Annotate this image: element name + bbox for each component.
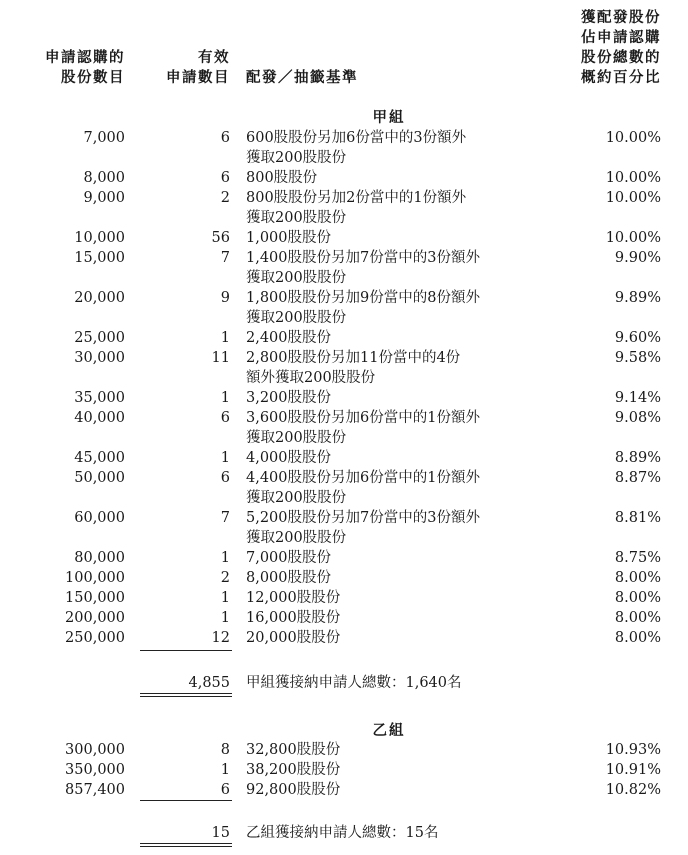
shares-applied-cell: 40,000	[74, 410, 125, 426]
allotment-basis-cell: 800股股份另加2份當中的1份額外 獲取200股股份	[246, 190, 467, 226]
table-row	[0, 608, 688, 628]
valid-applications-cell: 9	[220, 290, 230, 306]
allotment-percentage-cell: 9.90%	[614, 250, 661, 266]
table-row	[0, 448, 688, 468]
table-row	[0, 168, 688, 188]
shares-applied-cell: 8,000	[83, 170, 125, 186]
shares-applied-cell: 35,000	[74, 390, 125, 406]
allotment-percentage-cell: 9.08%	[614, 410, 661, 426]
shares-applied-cell: 9,000	[83, 190, 125, 206]
table-row	[0, 248, 688, 288]
table-row	[0, 328, 688, 348]
group-b-subtotal-rule	[140, 800, 232, 801]
shares-applied-cell: 200,000	[65, 610, 125, 626]
group-a-subtotal-rule	[140, 650, 232, 651]
valid-applications-cell: 1	[220, 762, 230, 778]
shares-applied-cell: 45,000	[74, 450, 125, 466]
valid-applications-cell: 11	[211, 350, 230, 366]
allotment-percentage-cell: 10.00%	[605, 170, 661, 186]
valid-applications-cell: 6	[220, 130, 230, 146]
table-row	[0, 588, 688, 608]
group-b-rows	[0, 740, 688, 800]
valid-applications-cell: 1	[220, 450, 230, 466]
table-row	[0, 468, 688, 508]
allotment-basis-cell: 38,200股股份	[246, 762, 341, 778]
allotment-basis-cell: 20,000股股份	[246, 630, 341, 646]
allotment-percentage-cell: 8.00%	[614, 570, 661, 586]
allotment-percentage-cell: 8.89%	[614, 450, 661, 466]
allotment-percentage-cell: 10.93%	[605, 742, 661, 758]
shares-applied-cell: 30,000	[74, 350, 125, 366]
header-allotment-basis: 配發／抽籤基準	[246, 70, 358, 86]
allotment-percentage-cell: 8.00%	[614, 610, 661, 626]
table-row	[0, 288, 688, 328]
allotment-percentage-cell: 10.00%	[605, 190, 661, 206]
table-row	[0, 740, 688, 760]
group-b-title: 乙組	[372, 723, 406, 739]
allotment-basis-cell: 5,200股股份另加7份當中的3份額外 獲取200股股份	[246, 510, 480, 546]
allotment-basis-cell: 1,000股股份	[246, 230, 332, 246]
shares-applied-cell: 857,400	[65, 782, 125, 798]
shares-applied-cell: 250,000	[65, 630, 125, 646]
allotment-percentage-cell: 10.00%	[605, 130, 661, 146]
shares-applied-cell: 350,000	[65, 762, 125, 778]
allotment-basis-cell: 92,800股股份	[246, 782, 341, 798]
header-valid-applications: 有效 申請數目	[166, 50, 230, 86]
allotment-basis-cell: 600股股份另加6份當中的3份額外 獲取200股股份	[246, 130, 467, 166]
valid-applications-cell: 1	[220, 590, 230, 606]
shares-applied-cell: 7,000	[83, 130, 125, 146]
group-b-total-text: 乙組獲接納申請人總數：15名	[246, 825, 439, 841]
allotment-basis-cell: 800股股份	[246, 170, 318, 186]
valid-applications-cell: 7	[220, 250, 230, 266]
table-row	[0, 188, 688, 228]
valid-applications-cell: 1	[220, 330, 230, 346]
allotment-basis-cell: 32,800股股份	[246, 742, 341, 758]
shares-applied-cell: 15,000	[74, 250, 125, 266]
allotment-percentage-cell: 10.00%	[605, 230, 661, 246]
allotment-percentage-cell: 9.89%	[614, 290, 661, 306]
allotment-percentage-cell: 8.00%	[614, 590, 661, 606]
allotment-percentage-cell: 10.91%	[605, 762, 661, 778]
shares-applied-cell: 20,000	[74, 290, 125, 306]
allotment-percentage-cell: 9.60%	[614, 330, 661, 346]
header-allotment-percentage: 獲配發股份 佔申請認購 股份總數的 概約百分比	[581, 10, 661, 86]
table-row	[0, 568, 688, 588]
allotment-basis-cell: 3,600股股份另加6份當中的1份額外 獲取200股股份	[246, 410, 480, 446]
table-row	[0, 508, 688, 548]
allotment-basis-cell: 1,800股股份另加9份當中的8份額外 獲取200股股份	[246, 290, 480, 326]
valid-applications-cell: 1	[220, 610, 230, 626]
allotment-basis-cell: 2,800股股份另加11份當中的4份 額外獲取200股股份	[246, 350, 461, 386]
allotment-percentage-cell: 9.58%	[614, 350, 661, 366]
group-a-title: 甲組	[372, 110, 406, 126]
table-row	[0, 388, 688, 408]
shares-applied-cell: 300,000	[65, 742, 125, 758]
shares-applied-cell: 25,000	[74, 330, 125, 346]
allotment-basis-cell: 1,400股股份另加7份當中的3份額外 獲取200股股份	[246, 250, 480, 286]
allotment-percentage-cell: 8.81%	[614, 510, 661, 526]
allotment-basis-cell: 4,400股股份另加6份當中的1份額外 獲取200股股份	[246, 470, 480, 506]
allotment-percentage-cell: 8.75%	[614, 550, 661, 566]
group-b-total-double-rule	[140, 843, 232, 847]
allotment-basis-cell: 8,000股股份	[246, 570, 332, 586]
allotment-basis-cell: 3,200股股份	[246, 390, 332, 406]
valid-applications-cell: 2	[220, 190, 230, 206]
table-row	[0, 548, 688, 568]
allotment-basis-cell: 16,000股股份	[246, 610, 341, 626]
allotment-basis-cell: 12,000股股份	[246, 590, 341, 606]
table-row	[0, 628, 688, 648]
valid-applications-cell: 2	[220, 570, 230, 586]
allotment-basis-cell: 2,400股股份	[246, 330, 332, 346]
table-row	[0, 228, 688, 248]
valid-applications-cell: 1	[220, 390, 230, 406]
shares-applied-cell: 60,000	[74, 510, 125, 526]
valid-applications-cell: 8	[220, 742, 230, 758]
group-b-total-count: 15	[211, 825, 230, 841]
group-a-total-double-rule	[140, 693, 232, 697]
valid-applications-cell: 6	[220, 170, 230, 186]
table-row	[0, 780, 688, 800]
shares-applied-cell: 100,000	[65, 570, 125, 586]
allotment-percentage-cell: 8.87%	[614, 470, 661, 486]
allotment-percentage-cell: 8.00%	[614, 630, 661, 646]
valid-applications-cell: 6	[220, 410, 230, 426]
table-row	[0, 408, 688, 448]
header-shares-applied: 申請認購的 股份數目	[45, 50, 125, 86]
group-a-rows	[0, 128, 688, 648]
group-a-total-text: 甲組獲接納申請人總數：1,640名	[246, 675, 462, 691]
allotment-percentage-cell: 10.82%	[605, 782, 661, 798]
valid-applications-cell: 56	[211, 230, 230, 246]
valid-applications-cell: 6	[220, 782, 230, 798]
allotment-percentage-cell: 9.14%	[614, 390, 661, 406]
valid-applications-cell: 6	[220, 470, 230, 486]
shares-applied-cell: 50,000	[74, 470, 125, 486]
table-row	[0, 348, 688, 388]
shares-applied-cell: 150,000	[65, 590, 125, 606]
valid-applications-cell: 7	[220, 510, 230, 526]
table-row	[0, 128, 688, 168]
group-a-total-row	[0, 673, 688, 693]
shares-applied-cell: 80,000	[74, 550, 125, 566]
allotment-basis-cell: 4,000股股份	[246, 450, 332, 466]
group-b-total-row	[0, 823, 688, 843]
allotment-basis-cell: 7,000股股份	[246, 550, 332, 566]
valid-applications-cell: 1	[220, 550, 230, 566]
table-row	[0, 760, 688, 780]
group-a-total-count: 4,855	[188, 675, 230, 691]
valid-applications-cell: 12	[211, 630, 230, 646]
shares-applied-cell: 10,000	[74, 230, 125, 246]
